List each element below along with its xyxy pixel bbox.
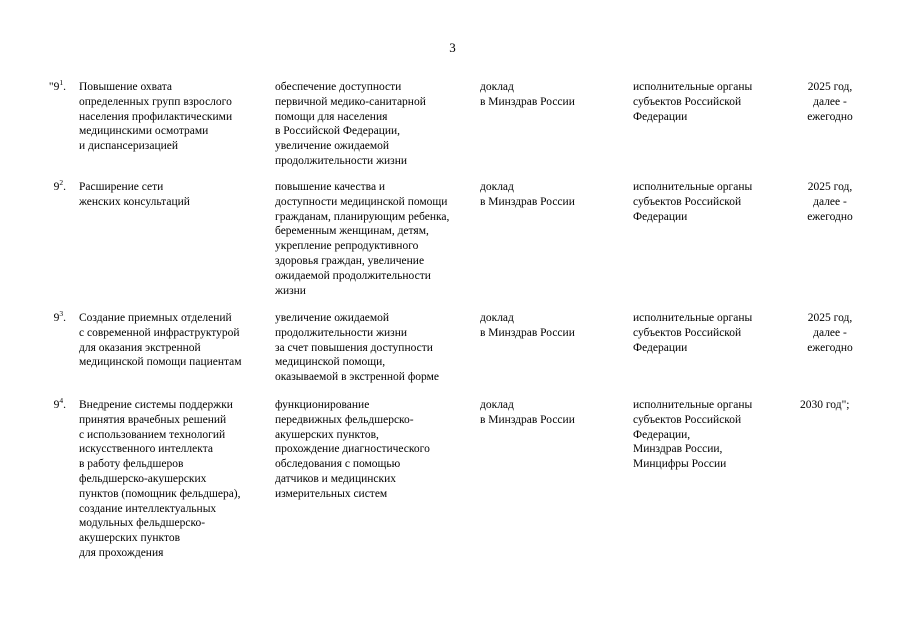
responsible-line: субъектов Российской xyxy=(633,195,742,208)
activity-cell xyxy=(79,80,269,154)
activity-line: акушерских пунктов xyxy=(79,532,181,545)
result-line: доступности медицинской помощи xyxy=(275,195,448,208)
responsible-line: Федерации xyxy=(633,210,688,223)
result-line: жизни xyxy=(275,284,306,297)
activity-line: пунктов (помощник фельдшера), xyxy=(79,487,241,500)
result-line: прохождение диагностического xyxy=(275,443,430,456)
report-cell xyxy=(480,311,630,341)
result-line: первичной медико-санитарной xyxy=(275,95,426,108)
responsible-line: Федерации, xyxy=(633,428,691,441)
item-number xyxy=(30,180,66,195)
responsible-line: субъектов Российской xyxy=(633,326,742,339)
result-line: измерительных систем xyxy=(275,487,388,500)
result-line: функционирование xyxy=(275,399,370,411)
responsible-line: Минцифры России xyxy=(633,458,727,471)
activity-line: женских консультаций xyxy=(79,195,190,208)
activity-line: в работу фельдшеров xyxy=(79,458,184,471)
deadline-cell xyxy=(790,398,890,413)
result-line: обследования с помощью xyxy=(275,458,401,471)
result-line: продолжительности жизни xyxy=(275,154,408,167)
activity-line: определенных групп взрослого xyxy=(79,95,232,108)
activity-line: медицинскими осмотрами xyxy=(79,125,209,138)
deadline-line: 2025 год, xyxy=(807,312,853,324)
result-line: за счет повышения доступности xyxy=(275,341,433,354)
deadline-line: 2025 год, xyxy=(807,181,853,193)
report-line: доклад xyxy=(480,399,514,411)
item-number-dot: . xyxy=(63,81,66,93)
result-line: акушерских пунктов, xyxy=(275,428,379,441)
deadline-line: ежегодно xyxy=(807,210,853,223)
activity-line: Внедрение системы поддержки xyxy=(79,399,233,411)
responsible-cell xyxy=(633,180,783,224)
item-number-sup: 2 xyxy=(59,178,64,187)
activity-cell xyxy=(79,311,269,370)
activity-line: искусственного интеллекта xyxy=(79,443,213,456)
item-number-base: 9 xyxy=(53,81,60,93)
result-line: укрепление репродуктивного xyxy=(275,240,419,253)
result-line: увеличение ожидаемой xyxy=(275,140,390,153)
report-line: в Минздрав России xyxy=(480,326,575,339)
deadline-line: ежегодно xyxy=(807,110,853,123)
item-number-sup: 4 xyxy=(59,396,64,405)
report-line: в Минздрав России xyxy=(480,95,575,108)
deadline-line: далее - xyxy=(813,195,847,208)
activity-line: модульных фельдшерско- xyxy=(79,517,206,530)
activity-line: Расширение сети xyxy=(79,181,164,193)
deadline-cell xyxy=(790,80,870,124)
responsible-cell xyxy=(633,398,783,472)
item-number-base: 9 xyxy=(53,312,60,324)
item-number-sup: 3 xyxy=(59,309,64,318)
result-line: медицинской помощи, xyxy=(275,356,386,369)
report-line: в Минздрав России xyxy=(480,195,575,208)
activity-line: для оказания экстренной xyxy=(79,341,201,354)
item-number xyxy=(30,80,66,95)
report-line: доклад xyxy=(480,312,514,324)
item-number xyxy=(30,398,66,413)
responsible-line: Минздрав России, xyxy=(633,443,723,456)
deadline-line: 2025 год, xyxy=(807,81,853,93)
result-line: повышение качества и xyxy=(275,181,386,193)
result-line: увеличение ожидаемой xyxy=(275,312,390,324)
report-line: доклад xyxy=(480,181,514,193)
result-line: продолжительности жизни xyxy=(275,326,408,339)
result-line: помощи для населения xyxy=(275,110,388,123)
deadline-line: далее - xyxy=(813,95,847,108)
quote-mark: " xyxy=(48,81,54,93)
activity-line: принятия врачебных решений xyxy=(79,413,227,426)
activity-line: Повышение охвата xyxy=(79,81,173,93)
deadline-line: ежегодно xyxy=(807,341,853,354)
responsible-line: исполнительные органы xyxy=(633,181,753,193)
report-line: в Минздрав России xyxy=(480,413,575,426)
activity-line: создание интеллектуальных xyxy=(79,502,217,515)
item-number-base: 9 xyxy=(53,399,60,411)
deadline-line: далее - xyxy=(813,326,847,339)
responsible-line: Федерации xyxy=(633,341,688,354)
responsible-line: Федерации xyxy=(633,110,688,123)
result-line: оказываемой в экстренной форме xyxy=(275,371,439,384)
responsible-cell xyxy=(633,80,783,124)
result-line: здоровья граждан, увеличение xyxy=(275,254,425,267)
activity-line: населения профилактическими xyxy=(79,110,233,123)
page-number: 3 xyxy=(449,40,456,55)
responsible-line: субъектов Российской xyxy=(633,413,742,426)
item-number-dot: . xyxy=(63,312,66,324)
result-cell xyxy=(275,180,475,298)
responsible-line: субъектов Российской xyxy=(633,95,742,108)
item-number-base: 9 xyxy=(53,181,60,193)
activity-line: с современной инфраструктурой xyxy=(79,326,240,339)
deadline-cell xyxy=(790,311,870,355)
result-line: передвижных фельдшерско- xyxy=(275,413,414,426)
result-cell xyxy=(275,311,475,385)
result-line: в Российской Федерации, xyxy=(275,125,401,138)
result-cell xyxy=(275,80,475,169)
result-line: обеспечение доступности xyxy=(275,81,402,93)
responsible-cell xyxy=(633,311,783,355)
item-number xyxy=(30,311,66,326)
responsible-line: исполнительные органы xyxy=(633,399,753,411)
activity-line: для прохождения xyxy=(79,546,164,559)
result-line: гражданам, планирующим ребенка, xyxy=(275,210,450,223)
item-number-dot: . xyxy=(63,399,66,411)
result-line: беременным женщинам, детям, xyxy=(275,225,429,238)
deadline-line: 2030 год"; xyxy=(800,399,850,411)
activity-line: с использованием технологий xyxy=(79,428,226,441)
report-cell xyxy=(480,180,630,210)
activity-line: медицинской помощи пациентам xyxy=(79,356,242,369)
responsible-line: исполнительные органы xyxy=(633,81,753,93)
activity-line: и диспансеризацией xyxy=(79,140,179,153)
activity-cell xyxy=(79,180,269,210)
result-line: датчиков и медицинских xyxy=(275,472,397,485)
report-cell xyxy=(480,80,630,110)
responsible-line: исполнительные органы xyxy=(633,312,753,324)
activity-cell xyxy=(79,398,269,561)
report-line: доклад xyxy=(480,81,514,93)
activity-line: фельдшерско-акушерских xyxy=(79,472,207,485)
item-number-sup: 1 xyxy=(59,78,64,87)
activity-line: Создание приемных отделений xyxy=(79,312,232,324)
result-line: ожидаемой продолжительности xyxy=(275,269,431,282)
result-cell xyxy=(275,398,475,502)
item-number-dot: . xyxy=(63,181,66,193)
report-cell xyxy=(480,398,630,428)
deadline-cell xyxy=(790,180,870,224)
